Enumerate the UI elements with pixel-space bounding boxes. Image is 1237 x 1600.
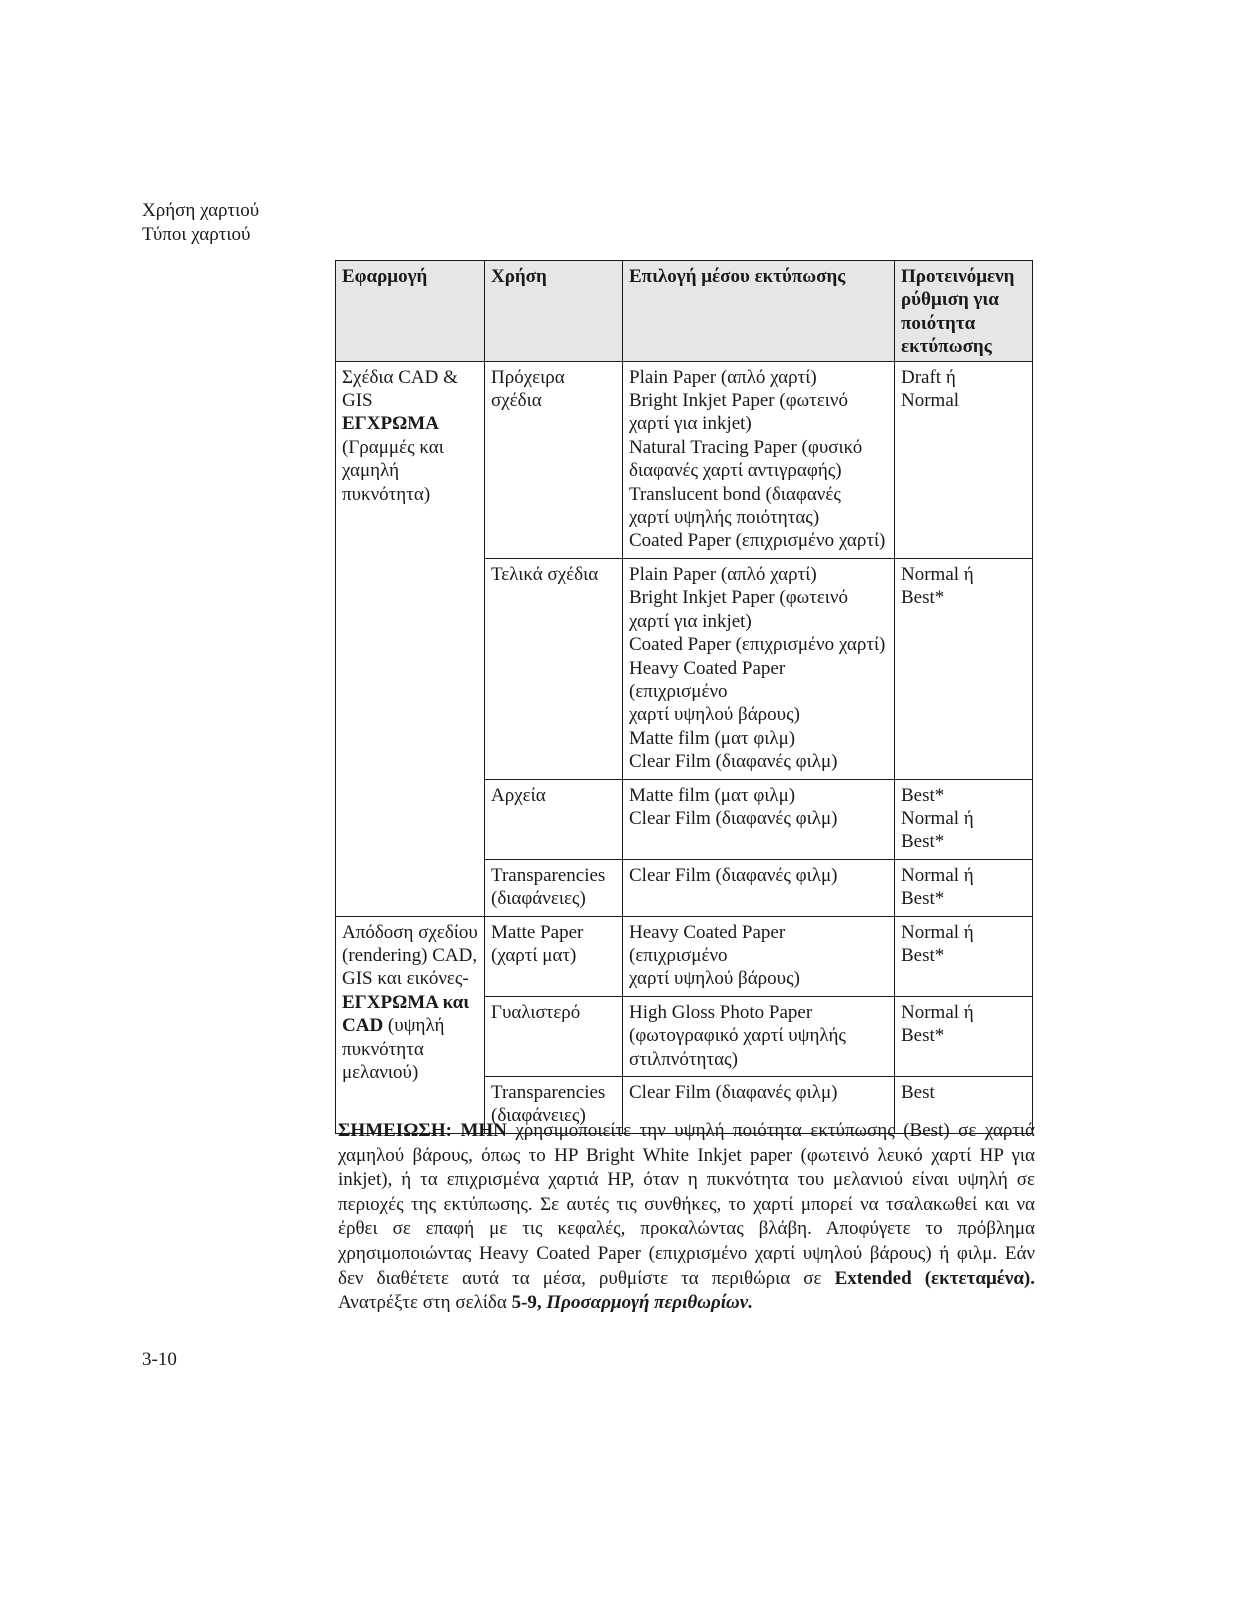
usage-cell bbox=[485, 558, 623, 779]
media-line: Clear Film (διαφανές φιλμ) bbox=[629, 864, 838, 886]
usage-cell bbox=[485, 996, 623, 1076]
application-cell-cad-gis bbox=[336, 361, 485, 916]
media-line: Translucent bond (διαφανές bbox=[629, 483, 841, 505]
application-line: (Γραμμές και bbox=[342, 436, 444, 458]
media-cell bbox=[623, 361, 895, 558]
application-line: Απόδοση σχεδίου bbox=[342, 921, 478, 943]
application-bold: ΕΓΧΡΩΜΑ και bbox=[342, 991, 470, 1013]
quality-cell bbox=[895, 558, 1033, 779]
quality-cell bbox=[895, 996, 1033, 1076]
usage-line: Πρόχειρα bbox=[491, 366, 565, 388]
usage-line: (διαφάνειες) bbox=[491, 1105, 586, 1127]
quality-line: Best* bbox=[901, 587, 945, 609]
media-line: Plain Paper (απλό χαρτί) bbox=[629, 366, 817, 388]
quality-line: Best* bbox=[901, 888, 945, 910]
media-line: χαρτί υψηλού βάρους) bbox=[629, 704, 800, 726]
quality-cell bbox=[895, 779, 1033, 859]
usage-cell bbox=[485, 779, 623, 859]
quality-line: Normal ή bbox=[901, 921, 974, 943]
application-line: GIS και εικόνες- bbox=[342, 968, 469, 990]
note-extended: Extended (εκτεταμένα). bbox=[834, 1267, 1036, 1289]
quality-line: Normal ή bbox=[901, 563, 974, 585]
media-line: χαρτί για inkjet) bbox=[629, 413, 752, 435]
warning-note bbox=[338, 1119, 1035, 1316]
media-line: High Gloss Photo Paper bbox=[629, 1001, 813, 1023]
media-line: χαρτί υψηλού βάρους) bbox=[629, 968, 800, 990]
usage-line: Τελικά σχέδια bbox=[491, 563, 599, 585]
usage-cell bbox=[485, 361, 623, 558]
media-cell bbox=[623, 558, 895, 779]
header-application: Εφαρμογή bbox=[336, 261, 485, 362]
media-line: Coated Paper (επιχρισμένο χαρτί) bbox=[629, 530, 886, 552]
quality-line: Best* bbox=[901, 784, 945, 806]
media-cell bbox=[623, 996, 895, 1076]
usage-line: σχέδια bbox=[491, 390, 542, 412]
quality-line: Normal ή bbox=[901, 1001, 974, 1023]
usage-cell bbox=[485, 859, 623, 916]
usage-line: (διαφάνειες) bbox=[491, 888, 586, 910]
media-line: Plain Paper (απλό χαρτί) bbox=[629, 563, 817, 585]
quality-line: Best bbox=[901, 1082, 935, 1103]
media-line: στιλπνότητας) bbox=[629, 1048, 738, 1070]
media-line: χαρτί υψηλής ποιότητας) bbox=[629, 507, 820, 529]
application-after-bold: (υψηλή bbox=[383, 1015, 445, 1037]
quality-line: Best* bbox=[901, 944, 945, 966]
media-line: Matte film (ματ φιλμ) bbox=[629, 784, 796, 806]
quality-line: Best* bbox=[901, 831, 945, 853]
usage-line: Γυαλιστερό bbox=[491, 1001, 581, 1023]
header-usage: Χρήση bbox=[485, 261, 623, 362]
media-line: (φωτογραφικό χαρτί υψηλής bbox=[629, 1025, 846, 1047]
media-cell bbox=[623, 779, 895, 859]
media-line: Clear Film (διαφανές φιλμ) bbox=[629, 1082, 838, 1103]
quality-cell bbox=[895, 916, 1033, 996]
media-line: Bright Inkjet Paper (φωτεινό bbox=[629, 587, 849, 609]
usage-cell bbox=[485, 916, 623, 996]
media-line: Matte film (ματ φιλμ) bbox=[629, 727, 796, 749]
application-line: πυκνότητα) bbox=[342, 483, 431, 505]
media-line: Bright Inkjet Paper (φωτεινό bbox=[629, 390, 849, 412]
running-header bbox=[142, 199, 259, 247]
media-line: Clear Film (διαφανές φιλμ) bbox=[629, 751, 838, 773]
usage-line: (χαρτί ματ) bbox=[491, 944, 577, 966]
media-line: Coated Paper (επιχρισμένο χαρτί) bbox=[629, 634, 886, 656]
media-line: Heavy Coated Paper (επιχρισμένο bbox=[629, 921, 786, 966]
quality-line: Normal ή bbox=[901, 864, 974, 886]
header-section: Τύποι χαρτιού bbox=[142, 224, 251, 245]
note-label: ΣΗΜΕΙΩΣΗ: bbox=[338, 1120, 452, 1141]
usage-line: Αρχεία bbox=[491, 784, 546, 806]
application-line: (rendering) CAD, bbox=[342, 944, 478, 966]
quality-line: Normal ή bbox=[901, 807, 974, 829]
usage-line: Matte Paper bbox=[491, 921, 584, 943]
note-body: χρησιμοποιείτε την υψηλή ποιότητα εκτύπωσης (Best) σε χαρτιά χαμηλού βάρους, όπως το HP Bright White Inkjet paper (φωτεινό λευκό χαρτί HP για inkjet), ή τα επιχρισμένα χαρτιά HP, όταν η πυκνότητα του μελανιού είναι υψηλή σε περιοχές της εκτύπωσης. Σε αυτές τις συνθήκες, το χαρτί μπορεί να τσαλακωθεί και να έρθει σε επαφή με τις κεφαλές, προκαλώντας βλάβη. Αποφύγετε το πρόβλημα χρησιμοποιώντας Heavy Coated Paper (επιχρισμένο χαρτί υψηλού βάρους) ή φιλμ. Εάν δεν διαθέτετε αυτά τα μέσα, ρυθμίστε τα περιθώρια σε bbox=[338, 1120, 1035, 1289]
table-row bbox=[336, 916, 1033, 996]
media-line: χαρτί για inkjet) bbox=[629, 610, 752, 632]
application-line: Σχέδια CAD & bbox=[342, 366, 458, 388]
page-number: 3-10 bbox=[142, 1349, 177, 1370]
table-header-row bbox=[336, 261, 1033, 362]
media-cell bbox=[623, 916, 895, 996]
usage-line: Transparencies bbox=[491, 864, 606, 886]
application-line: μελανιού) bbox=[342, 1062, 419, 1083]
table-row bbox=[336, 361, 1033, 558]
header-media: Επιλογή μέσου εκτύπωσης bbox=[623, 261, 895, 362]
quality-line: Normal bbox=[901, 390, 960, 412]
quality-line: Best* bbox=[901, 1025, 945, 1047]
media-cell bbox=[623, 859, 895, 916]
usage-line: Transparencies bbox=[491, 1082, 606, 1103]
application-bold: ΕΓΧΡΩΜΑ bbox=[342, 413, 439, 435]
media-line: Clear Film (διαφανές φιλμ) bbox=[629, 807, 838, 829]
quality-cell bbox=[895, 859, 1033, 916]
media-line: Natural Tracing Paper (φυσικό bbox=[629, 436, 863, 458]
application-line: χαμηλή bbox=[342, 460, 400, 482]
application-cell-rendering bbox=[336, 916, 485, 1133]
application-line-mixed bbox=[342, 1014, 478, 1037]
header-quality: Προτεινόμενη ρύθμιση για ποιότητα εκτύπωσης bbox=[895, 261, 1033, 362]
quality-cell bbox=[895, 361, 1033, 558]
note-refer: Ανατρέξτε στη σελίδα bbox=[338, 1292, 512, 1314]
media-line: διαφανές χαρτί αντιγραφής) bbox=[629, 460, 842, 482]
quality-line: Draft ή bbox=[901, 366, 956, 388]
note-page-ref: 5-9, bbox=[511, 1292, 542, 1314]
application-bold-cad: CAD bbox=[342, 1015, 384, 1037]
application-line: πυκνότητα bbox=[342, 1038, 424, 1060]
paper-types-table bbox=[335, 260, 1033, 1134]
header-chapter: Χρήση χαρτιού bbox=[142, 200, 260, 221]
note-section-ref: Προσαρμογή περιθωρίων. bbox=[541, 1292, 753, 1314]
media-line: Heavy Coated Paper (επιχρισμένο bbox=[629, 657, 786, 702]
note-do-not: ΜΗΝ bbox=[460, 1120, 507, 1141]
application-line: GIS bbox=[342, 390, 373, 412]
